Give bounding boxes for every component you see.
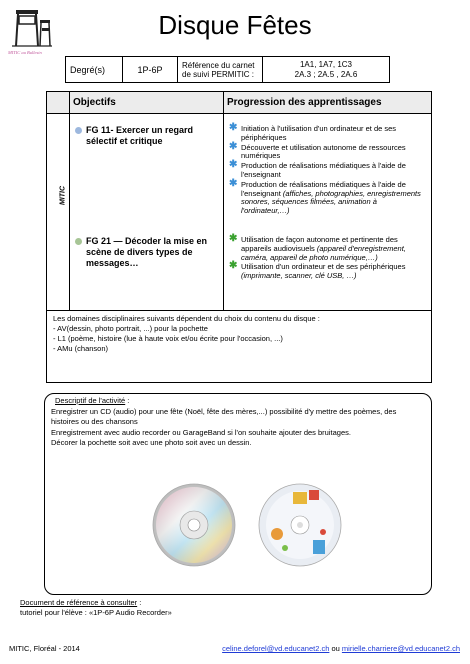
heading-suffix: : (125, 396, 130, 405)
reference-text: tutoriel pour l'élève : «1P-6P Audio Recorder» (20, 608, 172, 617)
item-examples: (affiches, photographies, enregistrements sonores, séquences filmées, animation à l'ordinateur,…) (241, 188, 421, 216)
domains-section (46, 310, 432, 383)
footer-joiner: ou (329, 644, 342, 653)
header-progression: Progression des apprentissages (227, 97, 382, 108)
item-text: Utilisation d'un ordinateur et de ses périphériques (241, 262, 406, 272)
bullet-dot-icon (75, 238, 82, 245)
meta-table (65, 56, 390, 83)
description-paragraph: Enregistrement avec audio recorder ou GarageBand si l'on souhaite ajouter des bruitages. (51, 427, 351, 437)
asterisk-icon: ✱ (229, 233, 238, 244)
reference-value (263, 57, 390, 83)
divider (69, 92, 70, 310)
footer-contacts (222, 644, 460, 653)
cd-disc-icon (151, 482, 237, 568)
asterisk-icon: ✱ (229, 260, 238, 272)
domain-item: - AV(dessin, photo portrait, ...) pour la pochette (53, 324, 208, 333)
heading-suffix: : (137, 598, 142, 607)
asterisk-icon: ✱ (229, 140, 238, 152)
domain-item: - L1 (poème, histoire (lue à haute voix et/ou écrite pour l'occasion, ...) (53, 334, 283, 343)
item-text: Utilisation de façon autonome et pertinente des appareils audiovisuels (241, 235, 398, 253)
reference-label: Référence du carnet de suivi PERMITIC : (178, 57, 263, 83)
domain-item: - AMu (chanson) (53, 344, 109, 353)
email-link-1[interactable]: celine.deforel@vd.educanet2.ch (222, 644, 330, 653)
asterisk-icon: ✱ (229, 159, 238, 171)
header-objectives: Objectifs (73, 97, 116, 108)
list-item (229, 177, 425, 216)
email-link-2[interactable]: mirielle.charriere@vd.educanet2.ch (341, 644, 460, 653)
list-item (229, 260, 425, 281)
asterisk-icon: ✱ (229, 122, 238, 133)
description-paragraph: Décorer la pochette soit avec une photo soit avec un dessin. (51, 438, 252, 447)
reference-line-2: 2A.3 ; 2A.5 , 2A.6 (294, 69, 358, 79)
item-text: Découverte et utilisation autonome de ressources numériques (241, 142, 406, 161)
item-text: Initiation à l'utilisation d'un ordinateur et de ses périphériques (241, 124, 397, 142)
domains-intro: Les domaines disciplinaires suivants dépendent du choix du contenu du disque : (53, 314, 320, 323)
asterisk-icon: ✱ (229, 177, 238, 189)
list-item (229, 122, 425, 143)
page-title: Disque Fêtes (158, 10, 312, 40)
item-text: Production de réalisations médiatiques à l'aide de l'enseignant (241, 179, 406, 198)
activity-description (44, 393, 432, 595)
item-text: Production de réalisations médiatiques à l'aide de l'enseignant (241, 161, 406, 179)
description-paragraph: Enregistrer un CD (audio) pour une fête (Noël, fête des mères,...) possibilité d'y mettre des poèmes, des histoires ou des chansons (51, 406, 397, 426)
logo-caption: MITIC au Bullesin (8, 50, 42, 55)
list-item (229, 233, 425, 262)
item-examples: (imprimante, scanner, clé USB, …) (241, 271, 357, 281)
progression-list-1 (229, 122, 425, 217)
degree-value: 1P-6P (123, 57, 178, 83)
description-heading: Descriptif de l'activité (55, 396, 126, 405)
item-examples: (appareil d'enregistrement, caméra, appareil de photo numérique,…) (241, 243, 406, 262)
list-item (229, 159, 425, 180)
decorated-cd-icon (257, 482, 343, 568)
degree-label: Degré(s) (66, 57, 123, 83)
reference-line-1: 1A1, 1A7, 1C3 (299, 59, 353, 69)
objective-text: FG 11- Exercer un regard sélectif et critique (86, 125, 194, 146)
objectives-table (46, 91, 432, 311)
progression-list-2 (229, 233, 425, 282)
reference-heading: Document de référence à consulter (20, 598, 138, 607)
side-label: MITIC (59, 185, 67, 206)
list-item (229, 140, 425, 162)
bullet-dot-icon (75, 127, 82, 134)
divider (223, 92, 224, 310)
footer-credit: MITIC, Floréal - 2014 (9, 644, 80, 653)
reference-section (20, 598, 172, 618)
objective-text: FG 21 — Décoder la mise en scène de divers types de messages… (86, 236, 208, 268)
objective-fg21 (75, 236, 219, 269)
objective-fg11 (75, 125, 219, 147)
